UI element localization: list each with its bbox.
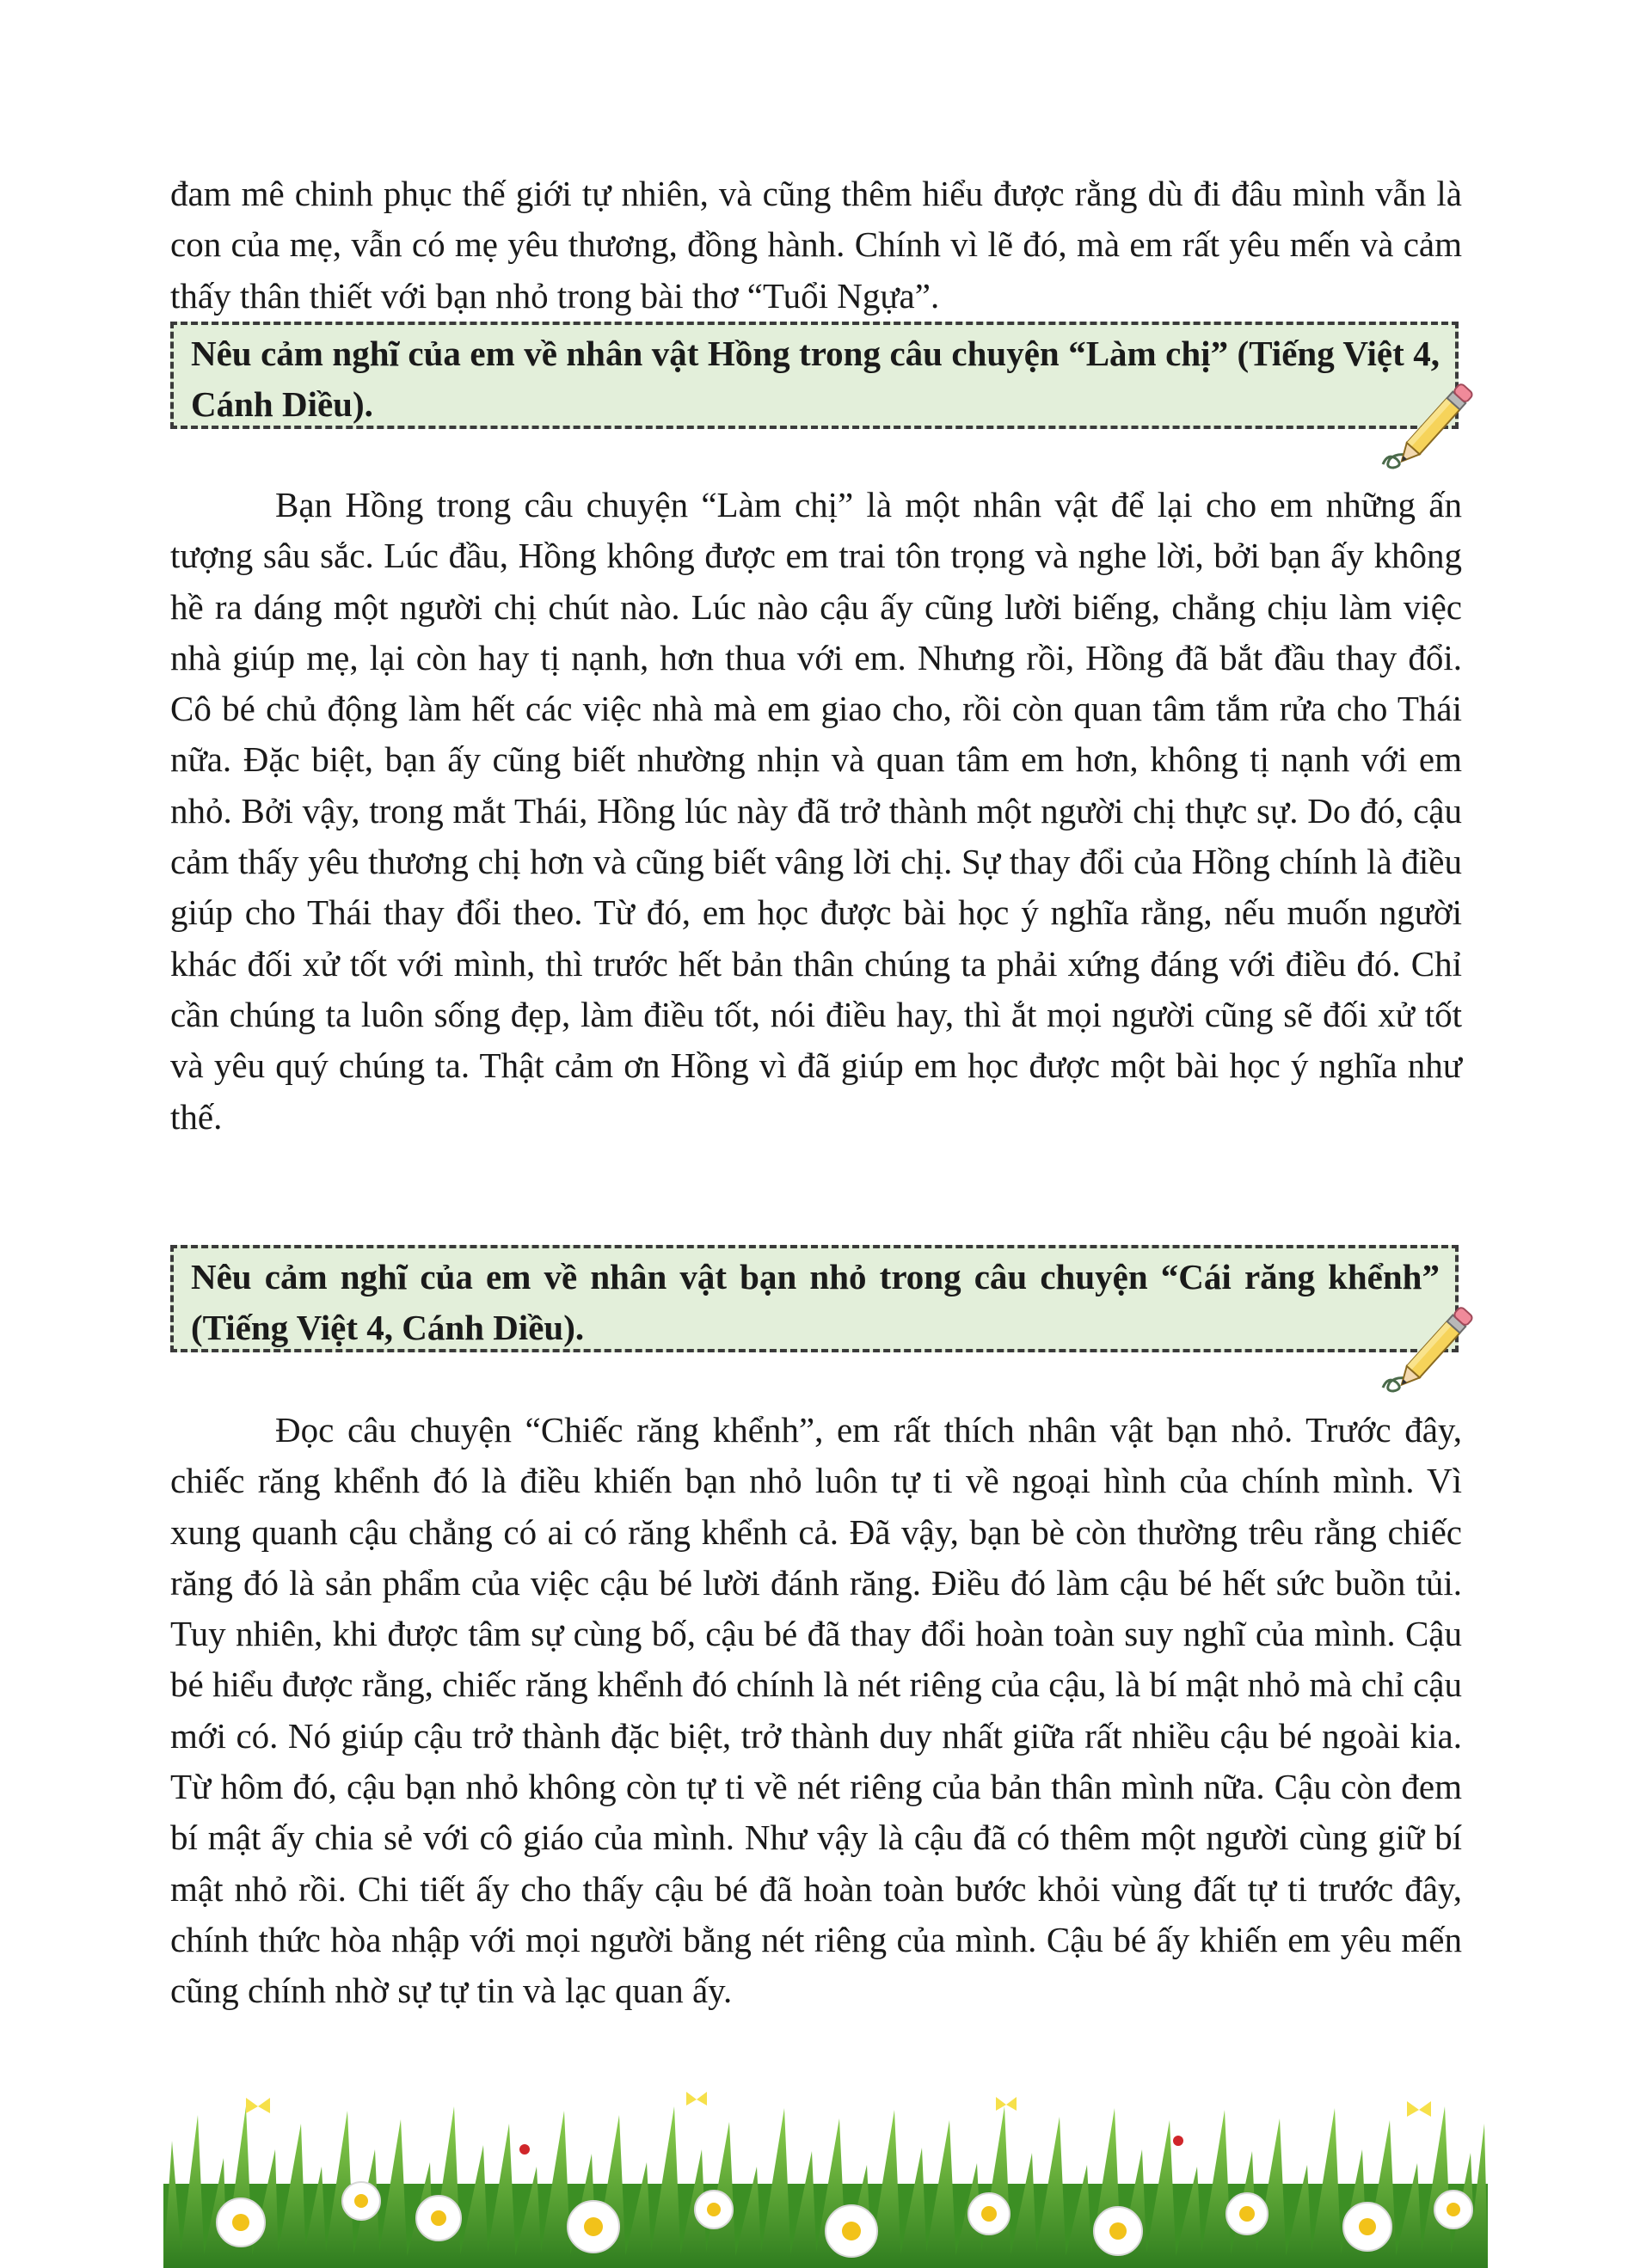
grass-footer-image <box>163 2089 1488 2268</box>
question-2: Nêu cảm nghĩ của em về nhân vật bạn nhỏ trong câu chuyện “Cái răng khểnh” (Tiếng Việt 4, Cánh Diều). <box>191 1257 1440 1347</box>
pencil-icon <box>1376 1295 1488 1398</box>
question-1: Nêu cảm nghĩ của em về nhân vật Hồng trong câu chuyện “Làm chị” (Tiếng Việt 4, Cánh Diều). <box>191 334 1440 424</box>
pencil-icon <box>1376 371 1488 475</box>
question-box-1 <box>170 322 1459 429</box>
intro-paragraph: đam mê chinh phục thế giới tự nhiên, và cũng thêm hiểu được rằng dù đi đâu mình vẫn là con của mẹ, vẫn có mẹ yêu thương, đồng hành. Chính vì lẽ đó, mà em rất yêu mến và cảm thấy thân thiết với bạn nhỏ trong bài thơ “Tuổi Ngựa”. <box>170 174 1462 316</box>
butterfly-icons <box>246 2092 1431 2117</box>
answer-paragraph-2: Đọc câu chuyện “Chiếc răng khểnh”, em rất thích nhân vật bạn nhỏ. Trước đây, chiếc răng khểnh đó là điều khiến bạn nhỏ luôn tự ti về ngoại hình của chính mình. Vì xung quanh cậu chẳng có ai có răng khểnh cả. Đã vậy, bạn bè còn thường trêu rằng chiếc răng đó là sản phẩm của việc cậu bé lười đánh răng. Điều đó làm cậu bé hết sức buồn tủi. Tuy nhiên, khi được tâm sự cùng bố, cậu bé đã thay đổi hoàn toàn suy nghĩ của mình. Cậu bé hiểu được rằng, chiếc răng khểnh đó chính là nét riêng của cậu, là bí mật nhỏ mà chỉ cậu mới có. Nó giúp cậu trở thành đặc biệt, trở thành duy nhất giữa rất nhiều cậu bé ngoài kia. Từ hôm đó, cậu bạn nhỏ không còn tự ti về nét riêng của bản thân mình nữa. Cậu còn đem bí mật ấy chia sẻ với cô giáo của mình. Như vậy là cậu đã có thêm một người cùng giữ bí mật nhỏ rồi. Chi tiết ấy cho thấy cậu bé đã hoàn toàn bước khỏi vùng đất tự ti trước đây, chính thức hòa nhập với mọi người bằng nét riêng của mình. Cậu bé ấy khiến em yêu mến cũng chính nhờ sự tự tin và lạc quan ấy. <box>170 1410 1462 2011</box>
answer-paragraph-1: Bạn Hồng trong câu chuyện “Làm chị” là một nhân vật để lại cho em những ấn tượng sâu sắc. Lúc đầu, Hồng không được em trai tôn trọng và nghe lời, bởi bạn ấy không hề ra dáng một người chị chút nào. Lúc nào cậu ấy cũng lười biếng, chẳng chịu làm việc nhà giúp mẹ, lại còn hay tị nạnh, hơn thua với em. Nhưng rồi, Hồng đã bắt đầu thay đổi. Cô bé chủ động làm hết các việc nhà mà em giao cho, rồi còn quan tâm tắm rửa cho Thái nữa. Đặc biệt, bạn ấy cũng biết nhường nhịn và quan tâm em hơn, không tị nạnh với em nhỏ. Bởi vậy, trong mắt Thái, Hồng lúc này đã trở thành một người chị thực sự. Do đó, cậu cảm thấy yêu thương chị hơn và cũng biết vâng lời chị. Sự thay đổi của Hồng chính là điều giúp cho Thái thay đổi theo. Từ đó, em học được bài học ý nghĩa rằng, nếu muốn người khác đối xử tốt với mình, thì trước hết bản thân chúng ta phải xứng đáng với điều đó. Chỉ cần chúng ta luôn sống đẹp, làm điều tốt, nói điều hay, thì ắt mọi người cũng sẽ đối xử tốt và yêu quý chúng ta. Thật cảm ơn Hồng vì đã giúp em học được một bài học ý nghĩa như thế. <box>170 485 1462 1137</box>
question-box-2 <box>170 1245 1459 1352</box>
